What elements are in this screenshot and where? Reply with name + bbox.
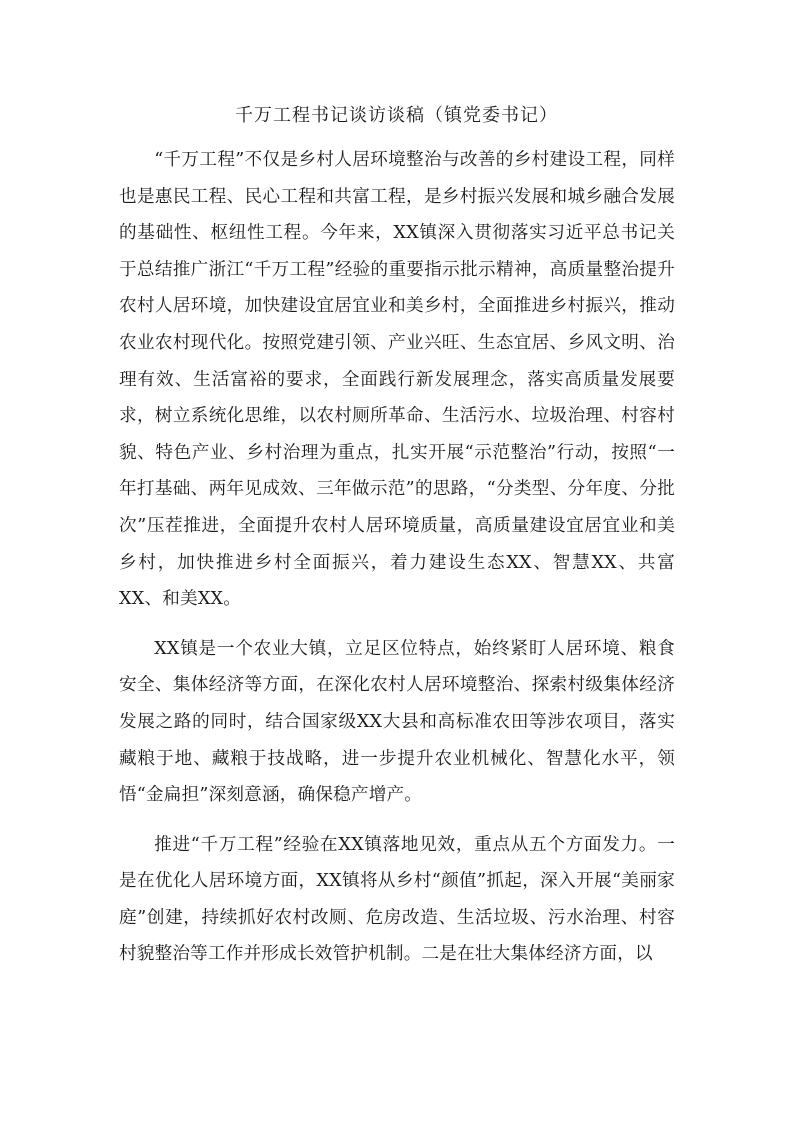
- paragraph-2: XX镇是一个农业大镇，立足区位特点，始终紧盯人居环境、粮食安全、集体经济等方面，在深化农村人居环境整治、探索村级集体经济发展之路的同时，结合国家级XX大县和高标准农田等涉农项目，落实藏粮于地、藏粮于技战略，进一步提升农业机械化、智慧化水平，领悟“金扁担”深刻意涵，确保稳产增产。: [119, 638, 675, 806]
- paragraph-3: 推进“千万工程”经验在XX镇落地见效，重点从五个方面发力。一是在优化人居环境方面，XX镇将从乡村“颜值”抓起，深入开展“美丽家庭”创建，持续抓好农村改厕、危房改造、生活垃圾、污水治理、村容村貌整治等工作并形成长效管护机制。二是在壮大集体经济方面，以: [119, 834, 675, 965]
- document-body: [119, 142, 675, 973]
- paragraph-1: “千万工程”不仅是乡村人居环境整治与改善的乡村建设工程，同样也是惠民工程、民心工程和共富工程，是乡村振兴发展和城乡融合发展的基础性、枢纽性工程。今年来，XX镇深入贯彻落实习近平总书记关于总结推广浙江“千万工程”经验的重要指示批示精神，高质量整治提升农村人居环境，加快建设宜居宜业和美乡村，全面推进乡村振兴，推动农业农村现代化。按照党建引领、产业兴旺、生态宜居、乡风文明、治理有效、生活富裕的要求，全面践行新发展理念，落实高质量发展要求，树立系统化思维，以农村厕所革命、生活污水、垃圾治理、村容村貌、特色产业、乡村治理为重点，扎实开展“示范整治”行动，按照“一年打基础、两年见成效、三年做示范”的思路，“分类型、分年度、分批次”压茬推进，全面提升农村人居环境质量，高质量建设宜居宜业和美乡村，加快推进乡村全面振兴，着力建设生态XX、智慧XX、共富XX、和美XX。: [119, 150, 675, 610]
- document-title: 千万工程书记谈访谈稿（镇党委书记）: [235, 105, 558, 126]
